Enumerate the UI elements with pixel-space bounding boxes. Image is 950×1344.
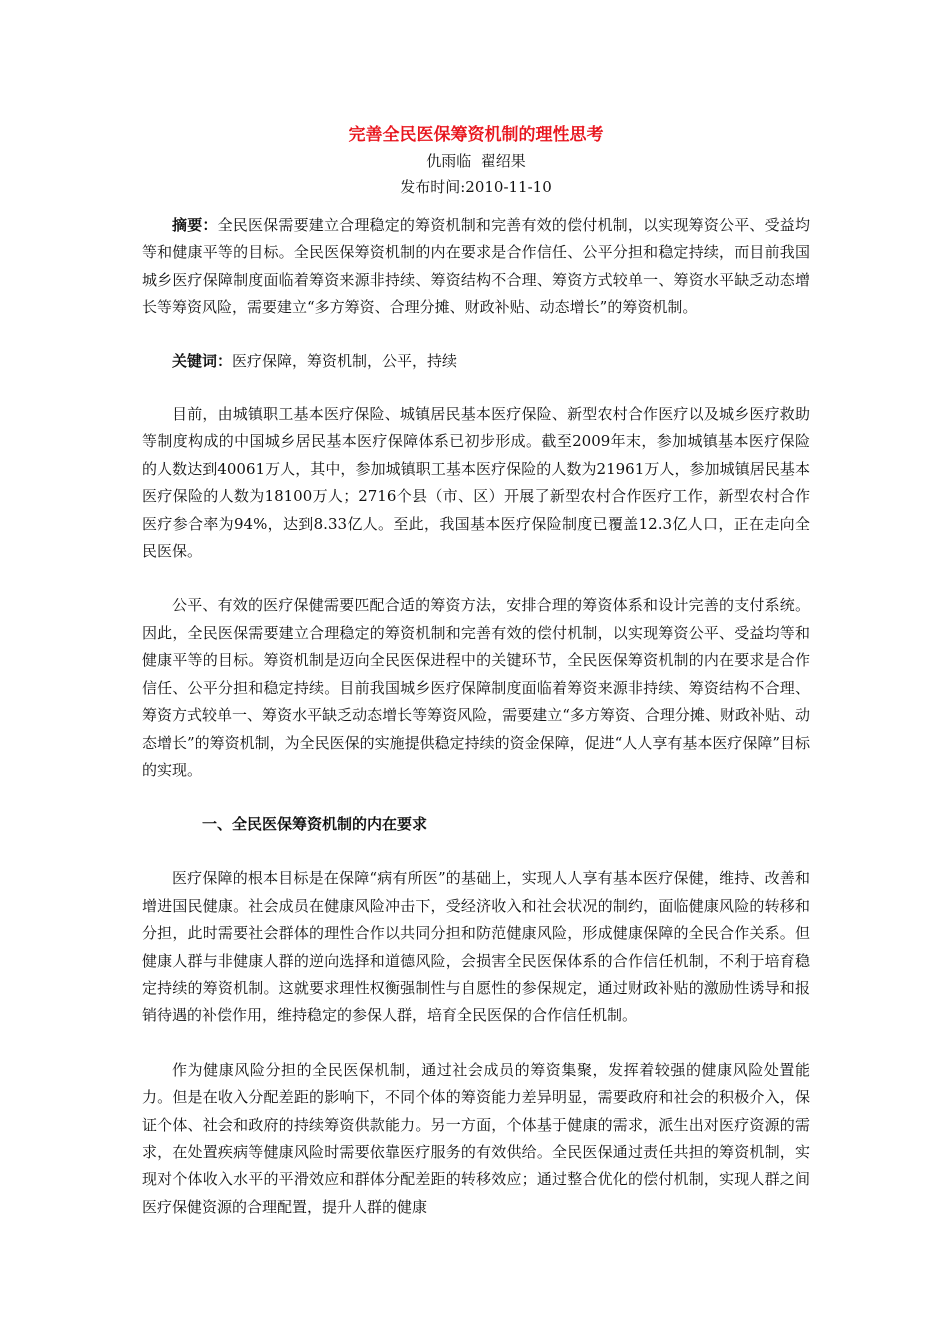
abstract-paragraph	[142, 212, 810, 322]
spacer	[142, 200, 810, 212]
body-paragraph: 医疗保障的根本目标是在保障“病有所医”的基础上，实现人人享有基本医疗保健，维持、改善和增进国民健康。社会成员在健康风险冲击下，受经济收入和社会状况的制约，面临健康风险的转移和分担，此时需要社会群体的理性合作以共同分担和防范健康风险，形成健康保障的全民合作关系。但健康人群与非健康人群的逆向选择和道德风险，会损害全民医保体系的合作信任机制，不利于培育稳定持续的筹资机制。这就要求理性权衡强制性与自愿性的参保规定，通过财政补贴的激励性诱导和报销待遇的补偿作用，维持稳定的参保人群，培育全民医保的合作信任机制。	[142, 869, 810, 1025]
document-authors: 仇雨临 翟绍果	[426, 152, 526, 170]
keywords-label: 关键词：	[172, 351, 233, 370]
spacer	[142, 838, 810, 865]
body-paragraph: 作为健康风险分担的全民医保机制，通过社会成员的筹资集聚，发挥着较强的健康风险处置能力。但是在收入分配差距的影响下，不同个体的筹资能力差异明显，需要政府和社会的积极介入，保证个体、社会和政府的持续筹资供款能力。另一方面，个体基于健康的需求，派生出对医疗资源的需求，在处置疾病等健康风险时需要依靠医疗服务的有效供给。全民医保通过责任共担的筹资机制，实现对个体收入水平的平滑效应和群体分配差距的转移效应；通过整合优化的偿付机制，实现人群之间医疗保健资源的合理配置，提升人群的健康	[142, 1060, 810, 1216]
spacer	[142, 375, 810, 401]
section-heading: 一、全民医保筹资机制的内在要求	[202, 815, 428, 834]
document-page	[142, 122, 810, 1221]
abstract-label: 摘要：	[172, 216, 218, 234]
body-paragraph: 目前，由城镇职工基本医疗保险、城镇居民基本医疗保险、新型农村合作医疗以及城乡医疗救助等制度构成的中国城乡居民基本医疗保障体系已初步形成。截至2009年末，参加城镇基本医疗保险的人数达到40061万人，其中，参加城镇职工基本医疗保险的人数为21961万人，参加城镇居民基本医疗保险的人数为18100万人；2716个县（市、区）开展了新型农村合作医疗工作，新型农村合作医疗参合率为94%，达到8.33亿人。至此，我国基本医疗保险制度已覆盖12.3亿人口，正在走向全民医保。	[142, 405, 810, 561]
publish-date: 发布时间:2010-11-10	[400, 178, 552, 196]
spacer	[142, 784, 810, 811]
body-paragraph: 公平、有效的医疗保健需要匹配合适的筹资方法，安排合理的筹资体系和设计完善的支付系统。因此，全民医保需要建立合理稳定的筹资机制和完善有效的偿付机制，以实现筹资公平、受益均等和健康平等的目标。筹资机制是迈向全民医保进程中的关键环节，全民医保筹资机制的内在要求是合作信任、公平分担和稳定持续。目前我国城乡医疗保障制度面临着筹资来源非持续、筹资结构不合理、筹资方式较单一、筹资水平缺乏动态增长等筹资风险，需要建立“多方筹资、合理分摊、财政补贴、动态增长”的筹资机制，为全民医保的实施提供稳定持续的资金保障，促进“人人享有基本医疗保障”目标的实现。	[142, 596, 811, 779]
keywords-text: 医疗保障，筹资机制，公平，持续	[232, 351, 458, 370]
spacer	[142, 1030, 810, 1057]
spacer	[142, 322, 810, 348]
spacer	[142, 565, 810, 592]
keywords-paragraph	[142, 348, 810, 375]
abstract-text: 全民医保需要建立合理稳定的筹资机制和完善有效的偿付机制，以实现筹资公平、受益均等和健康平等的目标。全民医保筹资机制的内在要求是合作信任、公平分担和稳定持续，而目前我国城乡医疗保障制度面临着筹资来源非持续、筹资结构不合理、筹资方式较单一、筹资水平缺乏动态增长等筹资风险，需要建立“多方筹资、合理分摊、财政补贴、动态增长”的筹资机制。	[142, 216, 810, 317]
document-title: 完善全民医保筹资机制的理性思考	[348, 125, 604, 145]
